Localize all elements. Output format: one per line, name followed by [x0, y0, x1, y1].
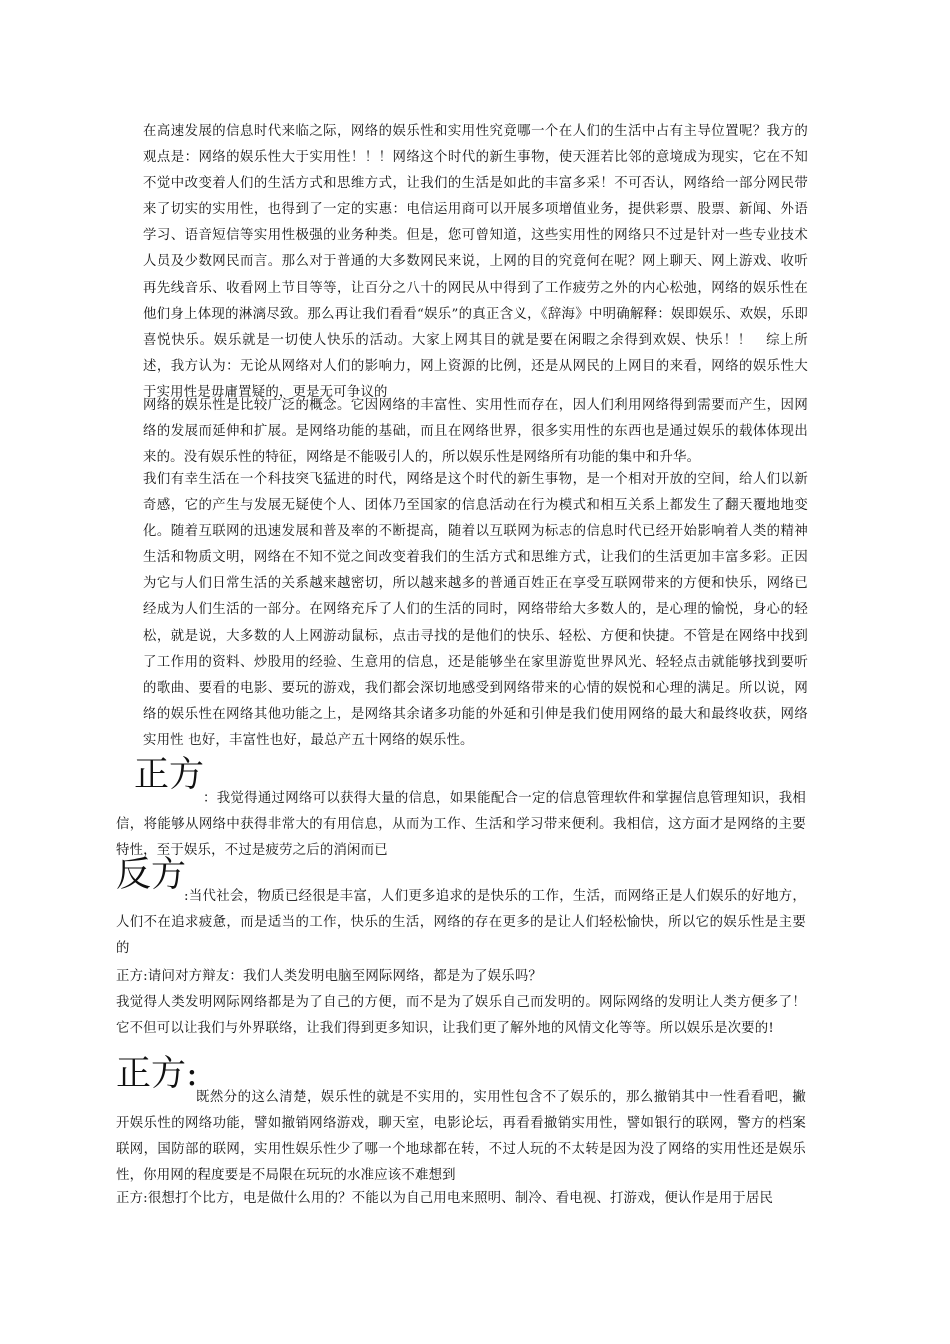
zhengfang-question: 正方:请问对方辩友：我们人类发明电脑至网际网络，都是为了娱乐吗？: [116, 969, 543, 984]
zhengfang-statement-2: 既然分的这么清楚，娱乐性的就是不实用的，实用性包含不了娱乐的，那么撤销其中一性看看吧，撇开娱乐性的网络功能，譬如撤销网络游戏，聊天室，电影论坛，再看看撤销实用性，譬如银行的联网，警方的档案联网，国防部的联网，实用性娱乐性少了哪一个地球都在转，不过人玩的不太转是因为没了网络的实用性还是娱乐性，你用网的程度要是不局限在玩玩的水准应该不难想到: [116, 1090, 806, 1184]
heading-fanfang: 反方: [116, 855, 187, 895]
paragraph-era-of-technology: 我们有幸生活在一个科技突飞猛进的时代，网络是这个时代的新生事物，是一个相对开放的空间，给人们以新奇感，它的产生与发展无疑使个人、团体乃至国家的信息活动在行为模式和相互关系上都发生了翻天覆地地变化。随着互联网的迅速发展和普及率的不断提高，随着以互联网为标志的信息时代已经开始影响着人类的精神生活和物质文明，网络在不知不觉之间改变着我们的生活方式和思维方式，让我们的生活更加丰富多彩。正因为它与人们日常生活的关系越来越密切，所以越来越多的普通百姓正在享受互联网带来的方便和快乐，网络已经成为人们生活的一部分。在网络充斥了人们的生活的同时，网络带给大多数人的，是心理的愉悦，身心的轻松，就是说，大多数的人上网游动鼠标，点击寻找的是他们的快乐、轻松、方便和快捷。不管是在网络中找到了工作用的资料、炒股用的经验、生意用的信息，还是能够坐在家里游览世界风光、轻轻点击就能够找到要听的歌曲、要看的电影、要玩的游戏，我们都会深切地感受到网络带来的心情的娱悦和心理的满足。所以说，网络的娱乐性在网络其他功能之上，是网络其余诸多功能的外延和引伸是我们使用网络的最大和最终收获，网络实用性 也好，丰富性也好，最总产五十网络的娱乐性。: [143, 472, 808, 748]
answer-statement: 我觉得人类发明网际网络都是为了自己的方便，而不是为了娱乐自己而发明的。网际网络的发明让人类方便多了！它不但可以让我们与外界联络，让我们得到更多知识，让我们更了解外地的风情文化等等。所以娱乐是次要的!: [116, 995, 806, 1037]
zhengfang-statement-3: 正方:很想打个比方，电是做什么用的？不能以为自己用电来照明、制冷、看电视、打游戏，便认作是用于居民: [116, 1191, 774, 1206]
paragraph-entertainment-concept: 网络的娱乐性是比较广泛的概念。它因网络的丰富性、实用性而存在，因人们利用网络得到需要而产生，因网络的发展而延伸和扩展。是网络功能的基础，而且在网络世界，很多实用性的东西也是通过娱乐的载体体现出来的。没有娱乐性的特征，网络是不能吸引人的，所以娱乐性是网络所有功能的集中和升华。: [143, 398, 808, 466]
heading-zhengfang-1: 正方: [134, 755, 205, 795]
paragraph-affirmative-opening: 在高速发展的信息时代来临之际，网络的娱乐性和实用性究竟哪一个在人们的生活中占有主导位置呢？我方的观点是：网络的娱乐性大于实用性！！！网络这个时代的新生事物，使天涯若比邻的意境成为现实，它在不知不觉中改变着人们的生活方式和思维方式，让我们的生活是如此的丰富多采！不可否认，网络给一部分网民带来了切实的实用性，也得到了一定的实惠：电信运用商可以开展多项增值业务，提供彩票、股票、新闻、外语学习、语音短信等实用性极强的业务种类。但是，您可曾知道，这些实用性的网络只不过是针对一些专业技术人员及少数网民而言。那么对于普通的大多数网民来说，上网的目的究竟何在呢？网上聊天、网上游戏、收听再先线音乐、收看网上节目等等，让百分之八十的网民从中得到了工作疲劳之外的内心松弛，网络的娱乐性在他们身上体现的淋漓尽致。那么再让我们看看“娱乐”的真正含义，《辞海》中明确解释：娱即娱乐、欢娱，乐即喜悦快乐。娱乐就是一切使人快乐的活动。大家上网其目的就是要在闲暇之余得到欢娱、快乐！！ 综上所述，我方认为：无论从网络对人们的影响力，网上资源的比例，还是从网民的上网目的来看，网络的娱乐性大于实用性是毋庸置疑的，更是无可争议的: [143, 124, 808, 400]
fanfang-statement: :当代社会，物质已经很是丰富，人们更多追求的是快乐的工作，生活，而网络正是人们娱乐的好地方，人们不在追求疲惫，而是适当的工作，快乐的生活，网络的存在更多的是让人们轻松愉快，所以它的娱乐性是主要的: [116, 889, 806, 957]
zhengfang-statement-1: ：我觉得通过网络可以获得大量的信息，如果能配合一定的信息管理软件和掌握信息管理知识，我相信，将能够从网络中获得非常大的有用信息，从而为工作、生活和学习带来便利。我相信，这方面才是网络的主要特性，至于娱乐，不过是疲劳之后的消闲而已: [116, 791, 806, 859]
heading-zhengfang-2: 正方:: [116, 1054, 198, 1094]
